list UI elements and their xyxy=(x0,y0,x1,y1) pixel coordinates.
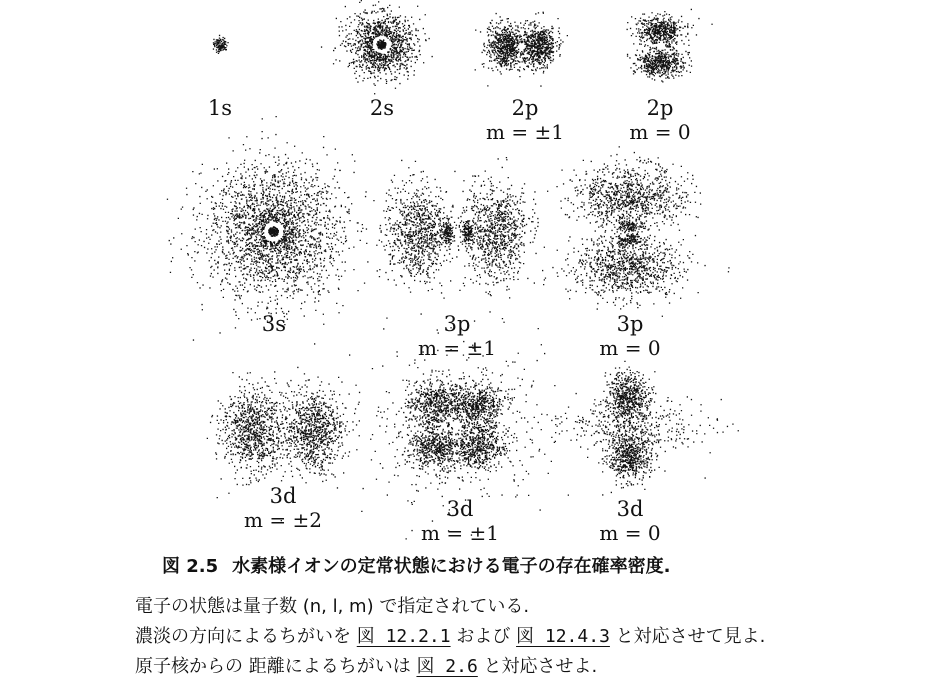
note-text: と対応させよ. xyxy=(477,656,598,677)
note-text: 原子核からの 距離によるちがいは xyxy=(135,656,417,677)
orbital-2p-m1-cloud xyxy=(475,12,568,87)
orbital-1s-cloud xyxy=(213,35,229,54)
orbital-name: 1s xyxy=(207,96,233,120)
label-3p-m0 xyxy=(575,312,685,360)
note-line-1 xyxy=(135,592,529,618)
orbital-name: 3p xyxy=(443,312,471,336)
magnetic-quantum-number: m = ±1 xyxy=(486,120,564,144)
orbital-2s-cloud xyxy=(321,0,433,94)
magnetic-quantum-number: m = ±1 xyxy=(421,521,499,545)
figure-reference-link[interactable]: 図 12.2.1 xyxy=(356,626,451,647)
note-text: 電子の状態は量子数 (n, l, m) で指定されている. xyxy=(135,596,530,617)
label-3p-m1 xyxy=(402,312,512,360)
figure-number: 図 2.5 xyxy=(162,556,219,577)
label-3s xyxy=(254,312,294,336)
orbital-name: 3d xyxy=(616,497,644,521)
orbital-name: 3d xyxy=(269,484,297,508)
magnetic-quantum-number: m = ±1 xyxy=(418,336,496,360)
orbital-3p-m1-cloud xyxy=(364,157,548,319)
orbital-name: 3d xyxy=(446,497,474,521)
label-3d-m2 xyxy=(228,484,338,532)
note-text: 濃淡の方向によるちがいを xyxy=(135,626,357,647)
orbital-name: 2p xyxy=(511,96,539,120)
label-3d-m0 xyxy=(575,497,685,545)
note-line-3 xyxy=(135,652,597,678)
label-1s xyxy=(200,96,240,120)
label-2p-m1 xyxy=(475,96,575,144)
note-line-2 xyxy=(135,622,765,648)
label-2p-m0 xyxy=(610,96,710,144)
orbital-name: 2s xyxy=(369,96,395,120)
orbital-3s-cloud xyxy=(167,116,396,378)
orbital-name: 3p xyxy=(616,312,644,336)
orbital-name: 2p xyxy=(646,96,674,120)
magnetic-quantum-number: m = ±2 xyxy=(244,508,322,532)
magnetic-quantum-number: m = 0 xyxy=(599,336,661,360)
caption-text: 水素様イオンの定常状態における電子の存在確率密度. xyxy=(232,556,671,577)
label-2s xyxy=(362,96,402,120)
figure-reference-link[interactable]: 図 2.6 xyxy=(416,656,478,677)
orbital-3d-m0-cloud xyxy=(507,361,739,496)
figure-reference-link[interactable]: 図 12.4.3 xyxy=(516,626,610,647)
note-text: および xyxy=(450,626,517,647)
orbital-3p-m0-cloud xyxy=(542,146,730,317)
note-text: と対応させて見よ. xyxy=(609,626,766,647)
label-3d-m1 xyxy=(405,497,515,545)
figure-caption xyxy=(162,552,670,578)
magnetic-quantum-number: m = 0 xyxy=(629,120,691,144)
orbital-name: 3s xyxy=(261,312,287,336)
magnetic-quantum-number: m = 0 xyxy=(599,521,661,545)
orbital-2p-m0-cloud xyxy=(627,9,713,83)
